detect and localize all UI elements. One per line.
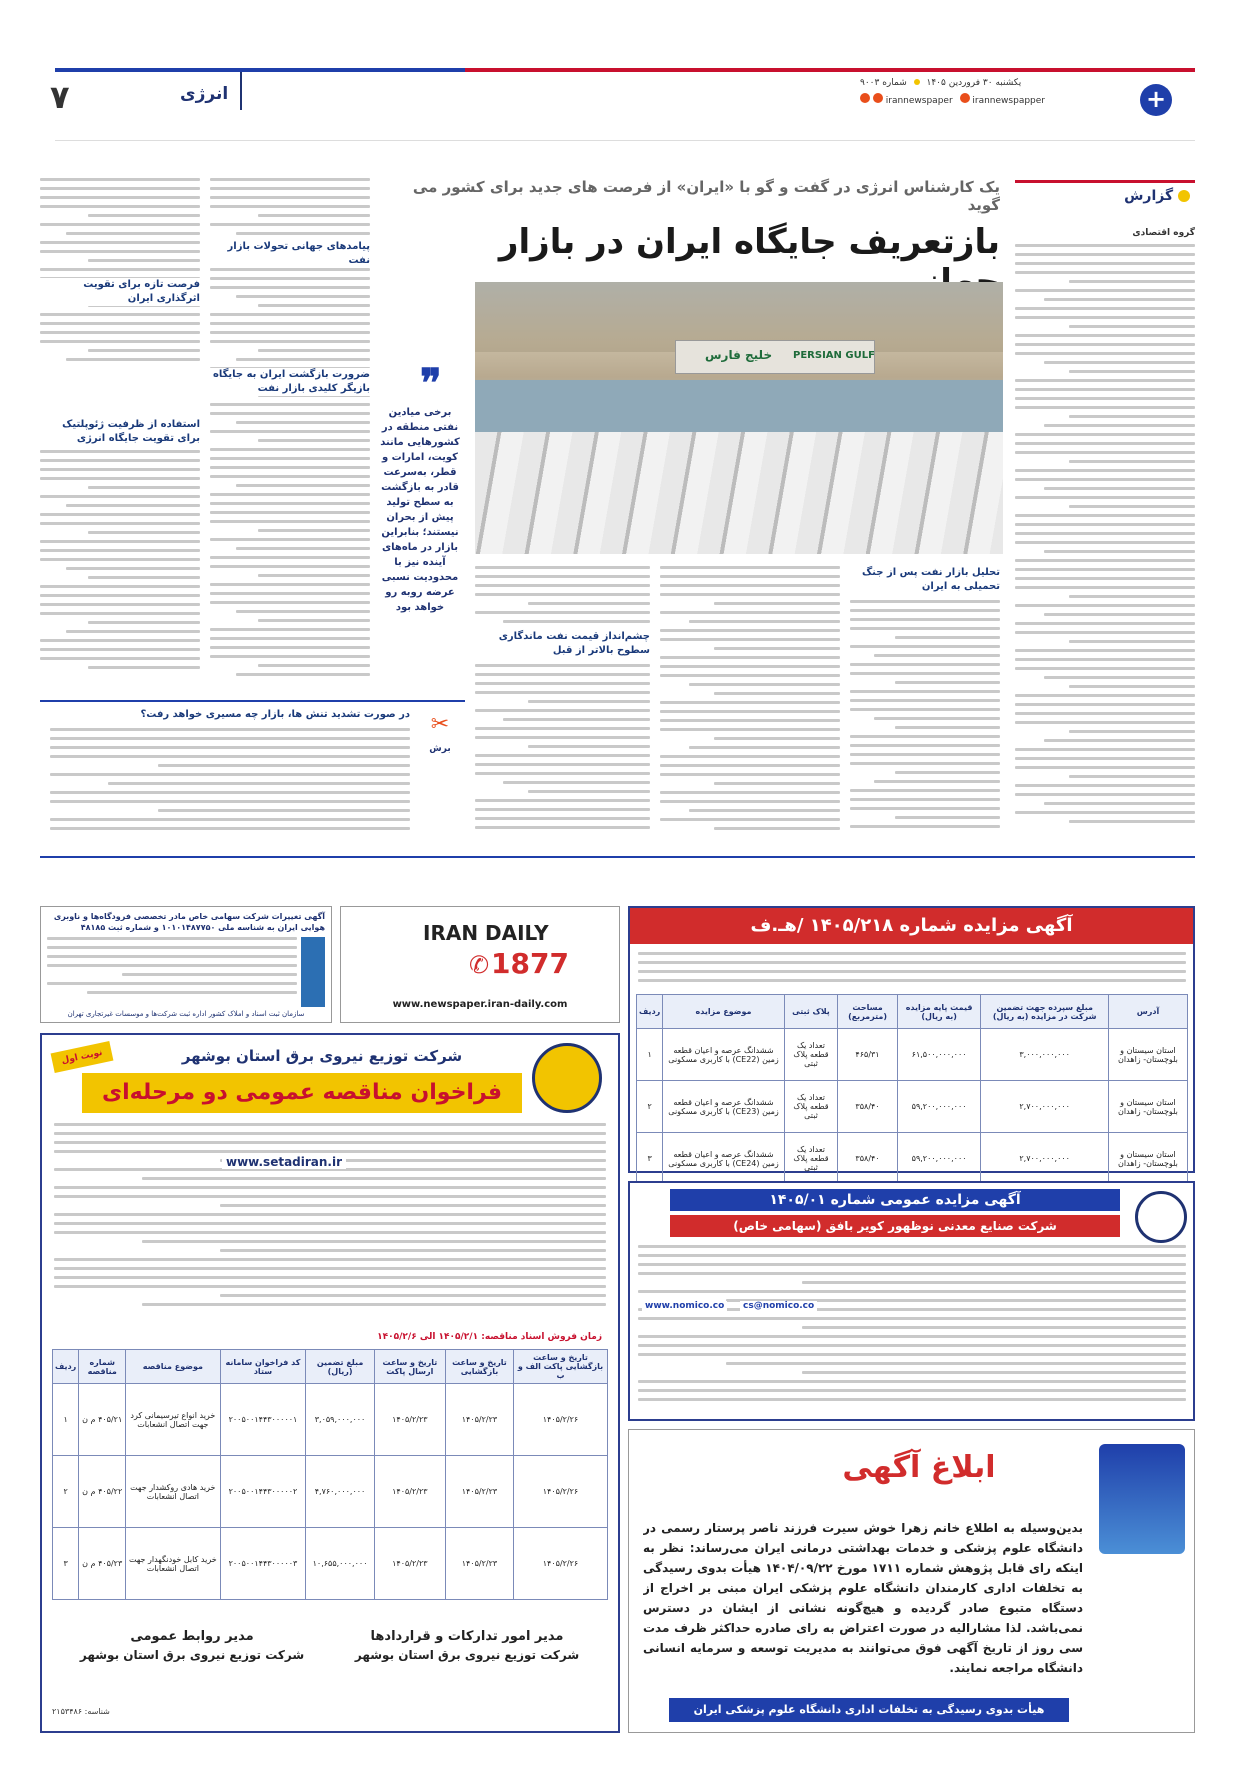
excerpt-label: برش <box>429 744 451 754</box>
cell-guarantee: ۳,۰۵۹,۰۰۰,۰۰۰ <box>306 1384 374 1456</box>
iran-daily-brand: IRAN DAILY <box>423 921 549 945</box>
bushehr-tender-ad <box>40 1033 620 1733</box>
date-line <box>860 78 1021 88</box>
date-text: یکشنبه ۳۰ فروردین ۱۴۰۵ <box>926 78 1022 88</box>
photo-sea <box>475 380 1003 432</box>
university-logo-icon <box>1099 1444 1185 1554</box>
article-column-4a <box>475 566 650 626</box>
bushehr-title: فراخوان مناقصه عمومی دو مرحله‌ای <box>82 1073 522 1113</box>
refinery-photo <box>475 282 1003 554</box>
bushehr-sign-2 <box>62 1629 322 1662</box>
bushehr-header-3: موضوع مناقصه <box>126 1350 220 1384</box>
subhead-3: ضرورت بازگشت ایران به جایگاه بازیگر کلیدی بازار نفت <box>210 368 370 396</box>
nomico-title: آگهی مزایده عمومی شماره ۱۴۰۵/۰۱ <box>670 1189 1120 1211</box>
top-rule <box>55 68 465 72</box>
bushehr-ref: شناسه: ۲۱۵۳۴۸۶ <box>52 1707 110 1716</box>
report-label <box>1070 188 1190 204</box>
bushehr-header-5: مبلغ تضمین (ریال) <box>306 1350 374 1384</box>
table-row <box>637 1133 1188 1185</box>
bushehr-badge: نوبت اول <box>51 1041 114 1073</box>
bushehr-sign-2-title: مدیر روابط عمومی <box>130 1629 254 1644</box>
notice-title: ابلاغ آگهی <box>842 1450 996 1485</box>
article-column-1 <box>1015 244 1195 836</box>
headline: بازتعریف جایگاه ایران در بازار <box>498 222 1000 262</box>
bushehr-table <box>52 1349 608 1600</box>
bushehr-sign-1-title: مدیر امور تدارکات و قراردادها <box>370 1629 564 1644</box>
bushehr-header-7: تاریخ و ساعت بازگشایی <box>445 1350 513 1384</box>
cell-area: ۳۵۸/۴۰ <box>838 1081 898 1133</box>
page-number: ۷ <box>50 78 70 116</box>
nomico-ad <box>628 1181 1195 1421</box>
cell-open: ۱۴۰۵/۲/۲۳ <box>445 1528 513 1600</box>
cell-row: ۲ <box>53 1456 79 1528</box>
kicker: یک کارشناس انرژی در گفت و گو با «ایران» از فرصت های جدید برای کشور می گوید <box>412 178 1000 214</box>
cell-open2: ۱۴۰۵/۲/۲۶ <box>513 1456 607 1528</box>
subhead-1: تحلیل بازار نفت پس از جنگ تحمیلی به ایران <box>861 567 1000 592</box>
excerpt-text <box>50 728 410 836</box>
bushehr-body <box>54 1123 606 1313</box>
changes-notice-stamp <box>301 937 325 1007</box>
cell-subject: خرید هادی روکشدار جهت اتصال انشعابات <box>126 1456 220 1528</box>
report-label-bar <box>1015 180 1195 183</box>
auction-218-header-5: قیمت پایه مزایده (به ریال) <box>897 995 981 1029</box>
article-column-6b <box>40 450 200 688</box>
telegram-icon <box>860 93 870 103</box>
at-icon <box>960 93 970 103</box>
notice-ad <box>628 1429 1195 1733</box>
auction-218-table <box>636 994 1188 1185</box>
excerpt-title: در صورت تشدید تنش ها، بازار چه مسیری خواهد رفت؟ <box>140 709 410 720</box>
cell-send: ۱۴۰۵/۲/۲۳ <box>374 1384 445 1456</box>
cell-number: ۴۰۵/۲۱ م ن <box>79 1384 126 1456</box>
bushehr-header-6: تاریخ و ساعت ارسال پاکت <box>374 1350 445 1384</box>
cell-subject: خرید انواع تیرسیمانی کرد جهت اتصال انشعابات <box>126 1384 220 1456</box>
photo-sign-2: PERSIAN GULF <box>793 350 875 361</box>
cell-address: استان سیستان و بلوچستان- زاهدان <box>1108 1081 1187 1133</box>
bushehr-header: شرکت توزیع نیروی برق استان بوشهر <box>181 1047 463 1065</box>
cell-base: ۵۹,۲۰۰,۰۰۰,۰۰۰ <box>897 1081 981 1133</box>
auction-218-header-1: ردیف <box>637 995 663 1029</box>
bushehr-sale-date: زمان فروش اسناد مناقصه: ۱۴۰۵/۲/۱ الی ۱۴۰۵/۲/۶ <box>377 1332 602 1342</box>
cell-open2: ۱۴۰۵/۲/۲۶ <box>513 1384 607 1456</box>
yellow-dot-icon <box>914 79 920 85</box>
cell-open: ۱۴۰۵/۲/۲۳ <box>445 1384 513 1456</box>
cell-send: ۱۴۰۵/۲/۲۳ <box>374 1456 445 1528</box>
cell-deposit: ۲,۷۰۰,۰۰۰,۰۰۰ <box>981 1133 1109 1185</box>
header-divider <box>240 72 242 110</box>
changes-notice-text <box>47 937 297 1007</box>
iran-daily-ad <box>340 906 620 1023</box>
nomico-body <box>638 1245 1186 1415</box>
bushehr-sign-1 <box>332 1629 602 1662</box>
ads-divider <box>40 856 1195 858</box>
cell-guarantee: ۱۰,۶۵۵,۰۰۰,۰۰۰ <box>306 1528 374 1600</box>
phone-icon: ✆ <box>469 951 490 979</box>
notice-body: بدین‌وسیله به اطلاع خانم زهرا خوش سیرت فرزند ناصر پرستار رسمی در دانشگاه علوم پزشکی و خدمات بهداشتی درمانی ایران می‌رساند: نظر به اینکه رای قابل پژوهش شماره ۱۷۱۱ مورخ ۱۴۰۴/۰۹/۲۲ هیأت بدوی رسیدگی به تخلفات اداری کارمندان دانشگاه علوم پزشکی ایران مبنی بر اخراج از دستگاه متبوع صادر گردیده و هیچ‌گونه نشانی از ایشان در دسترس نمی‌باشد. لذا مشارالیه در صورت اعتراض به رای صادره حداکثر ظرف مدت سی روز از تاریخ آگهی فوق می‌توانند به مدیریت توسعه و سرمایه انسانی دانشگاه مراجعه نمایند. <box>643 1521 1083 1675</box>
cell-code: ۲۰۰۵۰۰۱۴۴۳۰۰۰۰۰۲ <box>220 1456 306 1528</box>
cell-guarantee: ۴,۷۶۰,۰۰۰,۰۰۰ <box>306 1456 374 1528</box>
subhead-5: فرصت تازه برای تقویت اثرگذاری ایران <box>40 278 200 306</box>
cell-subject: ششدانگ عرصه و اعیان قطعه زمین (CE24) با کاربری مسکونی <box>663 1133 784 1185</box>
pull-quote: برخی میادین نفتی منطقه در کشورهایی مانند کویت، امارات و قطر، به‌سرعت قادر به بازگشت به سطح تولید پیش از بحران نیستند؛ بنابراین بازار در ماه‌های آینده نیز با محدودیت نسبی عرضه روبه رو خواهد بود <box>380 407 460 613</box>
nomico-url[interactable]: www.nomico.co <box>642 1301 727 1311</box>
cell-open: ۱۴۰۵/۲/۲۳ <box>445 1456 513 1528</box>
social-links <box>860 93 1045 106</box>
auction-218-header-3: پلاک ثبتی <box>784 995 838 1029</box>
social-handle-2[interactable]: irannewspapper <box>972 96 1045 106</box>
changes-notice-title: آگهی تغییرات شرکت سهامی خاص مادر تخصصی فرودگاه‌ها و ناوبری هوایی ایران به شناسه ملی ۱۰۱۰۱۴۸۷۷۵۰ و شماره ثبت ۴۸۱۸۵ <box>53 912 325 932</box>
bushehr-url[interactable]: www.setadiran.ir <box>222 1155 346 1169</box>
cell-area: ۳۵۸/۴۰ <box>838 1133 898 1185</box>
cell-row: ۳ <box>53 1528 79 1600</box>
notice-footer: هیأت بدوی رسیدگی به تخلفات اداری دانشگاه علوم پزشکی ایران <box>669 1698 1069 1722</box>
changes-notice-footer: سازمان ثبت اسناد و املاک کشور اداره ثبت شرکت‌ها و موسسات غیرتجاری تهران <box>67 1010 305 1018</box>
auction-218-header-6: مبلغ سپرده جهت تضمین شرکت در مزایده (به ریال) <box>981 995 1109 1029</box>
nomico-company: شرکت صنایع معدنی نوظهور کویر بافق (سهامی خاص) <box>670 1215 1120 1237</box>
iran-daily-url[interactable]: www.newspaper.iran-daily.com <box>392 999 568 1010</box>
quote-icon: ❞ <box>420 360 442 407</box>
cell-subject: خرید کابل خودنگهدار جهت اتصال انشعابات <box>126 1528 220 1600</box>
cell-address: استان سیستان و بلوچستان- زاهدان <box>1108 1133 1187 1185</box>
header-bottom-rule <box>55 140 1195 141</box>
excerpt-box <box>40 700 465 840</box>
subhead-4: پیامدهای جهانی تحولات بازار نفت <box>210 240 370 268</box>
photo-sign-1: خلیج فارس <box>705 348 773 362</box>
auction-218-header-4: مساحت (مترمربع) <box>838 995 898 1029</box>
cell-number: ۴۰۵/۲۳ م ن <box>79 1528 126 1600</box>
changes-notice-ad <box>40 906 332 1023</box>
cell-base: ۵۹,۲۰۰,۰۰۰,۰۰۰ <box>897 1133 981 1185</box>
scissors-icon: ✂ <box>430 712 450 737</box>
cell-address: استان سیستان و بلوچستان- زاهدان <box>1108 1029 1187 1081</box>
article-column-3 <box>660 566 840 836</box>
nomico-email[interactable]: cs@nomico.co <box>740 1301 817 1311</box>
auction-218-header-2: موضوع مزایده <box>663 995 784 1029</box>
table-row <box>637 1029 1188 1081</box>
bushehr-sign-2-org: شرکت توزیع نیروی برق استان بوشهر <box>79 1648 305 1662</box>
instagram-icon <box>873 93 883 103</box>
issue-number: شماره ۹۰۰۳ <box>860 78 907 88</box>
bushehr-header-1: ردیف <box>53 1350 79 1384</box>
report-label-text: گزارش <box>1124 188 1174 204</box>
cell-plaque: تعداد یک قطعه پلاک ثبتی <box>784 1081 838 1133</box>
cell-subject: ششدانگ عرصه و اعیان قطعه زمین (CE22) با کاربری مسکونی <box>663 1029 784 1081</box>
report-group: گروه اقتصادی <box>1132 228 1195 238</box>
cell-row: ۲ <box>637 1081 663 1133</box>
auction-218-ad <box>628 906 1195 1173</box>
cell-plaque: تعداد یک قطعه پلاک ثبتی <box>784 1029 838 1081</box>
table-row <box>53 1384 608 1456</box>
cell-deposit: ۳,۰۰۰,۰۰۰,۰۰۰ <box>981 1029 1109 1081</box>
cell-area: ۴۶۵/۳۱ <box>838 1029 898 1081</box>
bushehr-logo-icon <box>532 1043 602 1113</box>
top-rule-red <box>465 68 1195 72</box>
cell-code: ۲۰۰۵۰۰۱۴۴۳۰۰۰۰۰۱ <box>220 1384 306 1456</box>
social-handle-1[interactable]: irannewspaper <box>885 96 953 106</box>
nomico-logo-icon <box>1135 1191 1187 1243</box>
cell-row: ۱ <box>53 1384 79 1456</box>
plus-icon[interactable]: + <box>1140 84 1172 116</box>
article-column-4b <box>475 664 650 836</box>
cell-row: ۳ <box>637 1133 663 1185</box>
auction-218-title: آگهی مزایده شماره ۱۴۰۵/۲۱۸ /هـ.ف <box>630 908 1193 944</box>
cell-deposit: ۲,۷۰۰,۰۰۰,۰۰۰ <box>981 1081 1109 1133</box>
bushehr-sign-1-org: شرکت توزیع نیروی برق استان بوشهر <box>354 1648 580 1662</box>
auction-218-header-7: آدرس <box>1108 995 1187 1029</box>
subhead-2: چشم‌انداز قیمت نفت ماندگاری سطوح بالاتر از قبل <box>498 631 650 656</box>
auction-218-intro <box>638 952 1186 992</box>
section-title: انرژی <box>180 84 229 104</box>
subhead-6: استفاده از ظرفیت ژئوپلتیک برای تقویت جایگاه انرژی <box>62 419 200 444</box>
cell-open2: ۱۴۰۵/۲/۲۶ <box>513 1528 607 1600</box>
photo-pipes <box>475 432 1003 554</box>
cell-base: ۶۱,۵۰۰,۰۰۰,۰۰۰ <box>897 1029 981 1081</box>
table-row <box>53 1456 608 1528</box>
cell-number: ۴۰۵/۲۲ م ن <box>79 1456 126 1528</box>
article-column-2 <box>850 600 1000 836</box>
bushehr-header-4: کد فراخوان سامانه ستاد <box>220 1350 306 1384</box>
table-row <box>53 1528 608 1600</box>
cell-row: ۱ <box>637 1029 663 1081</box>
cell-plaque: تعداد یک قطعه پلاک ثبتی <box>784 1133 838 1185</box>
bushehr-header-2: شماره مناقصه <box>79 1350 126 1384</box>
table-row <box>637 1081 1188 1133</box>
bushehr-header-8: تاریخ و ساعت بازگشایی پاکت الف و ب <box>513 1350 607 1384</box>
sun-icon <box>1178 190 1190 202</box>
cell-code: ۲۰۰۵۰۰۱۴۴۳۰۰۰۰۰۳ <box>220 1528 306 1600</box>
cell-subject: ششدانگ عرصه و اعیان قطعه زمین (CE23) با کاربری مسکونی <box>663 1081 784 1133</box>
cell-send: ۱۴۰۵/۲/۲۳ <box>374 1528 445 1600</box>
iran-daily-phone: 1877 <box>491 947 569 980</box>
